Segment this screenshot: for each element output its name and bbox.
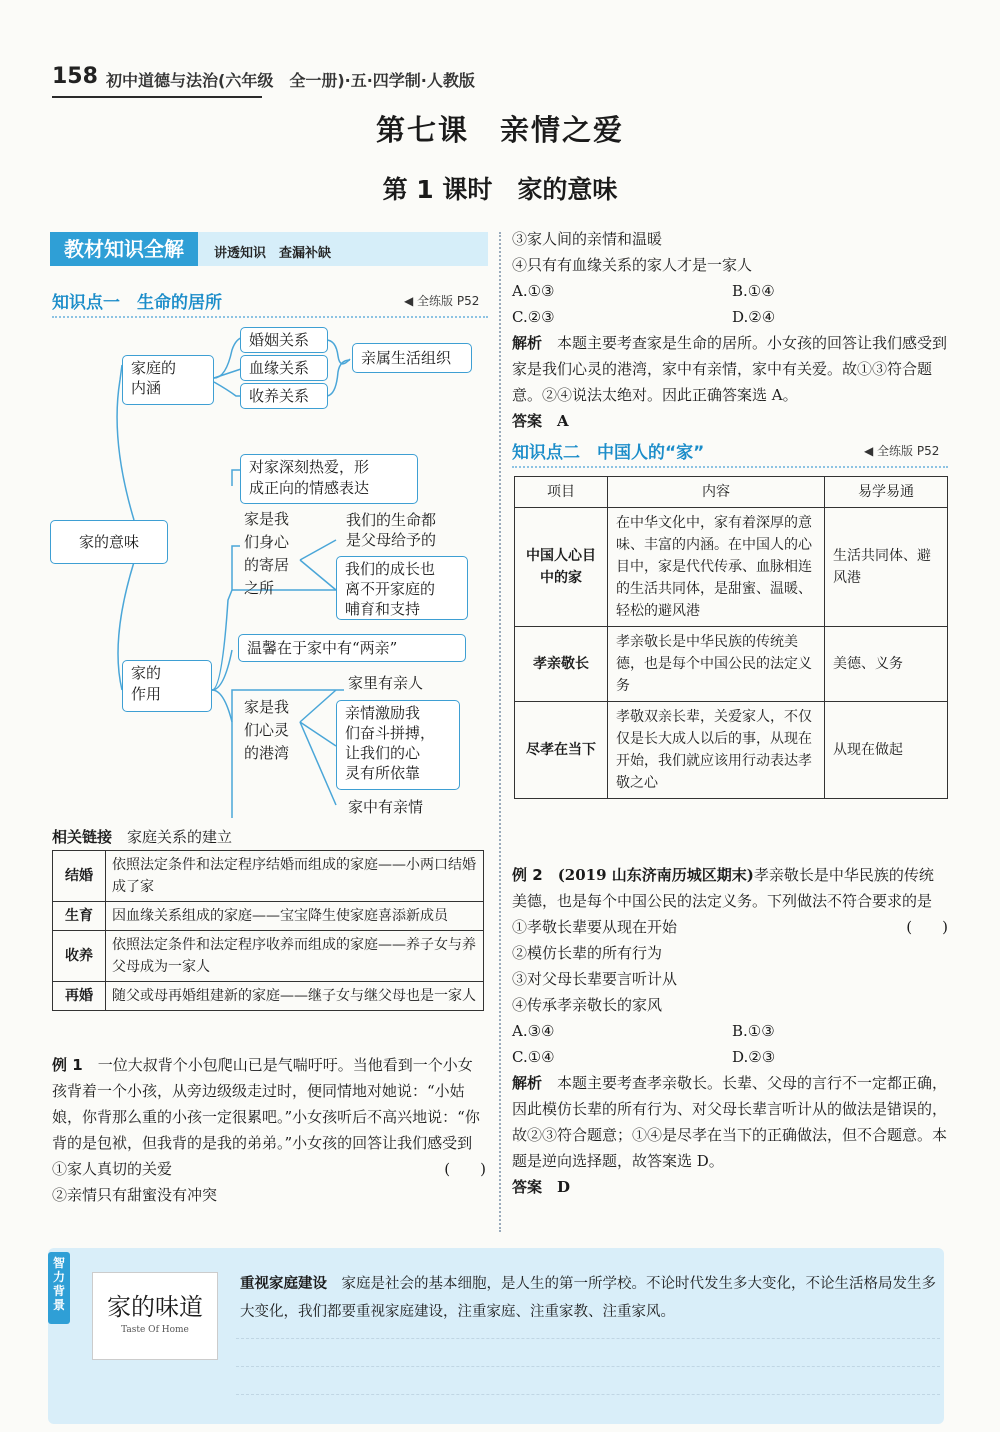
example1-continued xyxy=(512,226,948,434)
table-row xyxy=(53,851,484,902)
table-header-row xyxy=(515,477,948,508)
mindmap-harbor-item-3: 家中有亲情 xyxy=(348,798,424,816)
example1-analysis-label: 解析 xyxy=(512,334,543,352)
kp2-title: 知识点二 中国人的“家” xyxy=(512,443,705,463)
mindmap-harbor: 家是我 们心灵 的港湾 xyxy=(244,698,290,762)
mindmap-refuge-item-1: 我们的生命都 是父母给予的 xyxy=(346,511,437,549)
writing-line xyxy=(236,1338,940,1339)
example2-option: ②模仿长辈的所有行为 xyxy=(512,944,663,962)
related-link-label: 相关链接 xyxy=(52,828,113,846)
table-row xyxy=(53,931,484,982)
kp2-item: 孝亲敬长 xyxy=(515,627,608,702)
mindmap-refuge: 家是我 们身心 的寄居 之所 xyxy=(244,510,290,597)
background-title: 重视家庭建设 xyxy=(240,1276,327,1292)
kp1-title: 知识点一 生命的居所 xyxy=(52,293,222,313)
example2-analysis: 本题主要考查孝亲敬长。长辈、父母的言行不一定都正确，因此模仿长辈的所有行为、对父母长辈言听计从的做法是错误的，故②③符合题意；①④是尽孝在当下的正确做法，但不合题意。本题是逆向选择题，故答案选 D。 xyxy=(512,1074,948,1170)
kp2-ref: ◀ 全练版 P52 xyxy=(864,444,940,458)
mindmap-harbor-item-2: 亲情激励我 们奋斗拼搏， 让我们的心 灵有所依靠 xyxy=(336,700,460,790)
example2-option: ①孝敬长辈要从现在开始 xyxy=(512,918,678,936)
example2-bracket: ( ) xyxy=(906,918,948,936)
example2-choice: B.①③ xyxy=(732,1022,775,1040)
example2-stem: 孝亲敬长是中华民族的传统美德，也是每个中国公民的法定义务。下列做法不符合要求的是 xyxy=(512,866,934,910)
kp2-tip: 生活共同体、避风港 xyxy=(825,508,948,627)
book-title: 初中道德与法治(六年级 全一册)·五·四学制·人教版 xyxy=(106,71,475,90)
example2-analysis-label: 解析 xyxy=(512,1074,543,1092)
mindmap-root: 家的意味 xyxy=(50,520,168,564)
column-divider xyxy=(499,232,501,1232)
relation-value: 依照法定条件和法定程序结婚而组成的家庭——小两口结婚成了家 xyxy=(106,851,484,902)
kp2-content: 在中华文化中，家有着深厚的意味、丰富的内涵。在中国人的心目中，家是代代传承、血脉相连的生活共同体，是甜蜜、温暖、轻松的避风港 xyxy=(608,508,825,627)
example2-label: 例 2 xyxy=(512,866,543,884)
table-row xyxy=(515,508,948,627)
example1-choice: A.①③ xyxy=(512,282,555,300)
mindmap-warm: 温馨在于家中有“两亲” xyxy=(238,634,466,662)
example1-bracket: ( ) xyxy=(444,1160,486,1178)
section-banner-title: 教材知识全解 xyxy=(50,232,198,266)
example2-answer: D xyxy=(557,1178,571,1196)
example1-answer-label: 答案 xyxy=(512,412,543,430)
example2-option: ④传承孝亲敬长的家风 xyxy=(512,996,663,1014)
section-banner-subtitle: 讲透知识 查漏补缺 xyxy=(214,246,332,261)
relation-value: 因血缘关系组成的家庭——宝宝降生使家庭喜添新成员 xyxy=(106,902,484,931)
example2-option: ③对父母长辈要言听计从 xyxy=(512,970,678,988)
example1-stem: 一位大叔背个小包爬山已是气喘吁吁。当他看到一个小女孩背着一个小孩，从旁边级级走过时，便同情地对她说：“小姑娘，你背那么重的小孩一定很累吧。”小女孩听后不高兴地说：“你背的是包袱，但我背的是我的弟弟。”小女孩的回答让我们感受到 xyxy=(52,1056,480,1152)
related-link xyxy=(52,826,232,847)
kp2-content: 孝敬双亲长辈，关爱家人，不仅仅是长大成人以后的事，从现在开始，我们就应该用行动表达孝敬之心 xyxy=(608,702,825,799)
example2 xyxy=(512,862,948,1200)
mindmap-relation-3: 收养关系 xyxy=(240,383,328,409)
relation-key: 收养 xyxy=(53,931,106,982)
example1-label: 例 1 xyxy=(52,1056,83,1074)
kp2-table xyxy=(514,476,948,799)
example1-choice: C.②③ xyxy=(512,308,555,326)
example2-source: (2019 山东济南历城区期末) xyxy=(557,866,754,884)
relation-key: 生育 xyxy=(53,902,106,931)
example1-choices-row xyxy=(512,304,948,330)
background-tab: 智力背景 xyxy=(48,1252,70,1324)
background-text xyxy=(240,1270,940,1326)
table-row xyxy=(53,982,484,1011)
lesson-title: 第七课 亲情之爱 xyxy=(375,113,624,147)
example2-choices-row xyxy=(512,1018,948,1044)
kp2-ref-text: 全练版 P52 xyxy=(877,444,940,458)
example1-analysis: 本题主要考查家是生命的居所。小女孩的回答让我们感受到家是我们心灵的港湾，家中有亲情，家中有关爱。故①③符合题意。②④说法太绝对。因此正确答案选 A。 xyxy=(512,334,948,404)
mindmap-function: 家的 作用 xyxy=(122,660,212,712)
period-title: 第 1 课时 家的意味 xyxy=(382,175,618,204)
example1-option: ②亲情只有甜蜜没有冲突 xyxy=(52,1186,218,1204)
relation-table xyxy=(52,850,484,1011)
example1-choice: B.①④ xyxy=(732,282,775,300)
kp2-item: 中国人心目中的家 xyxy=(515,508,608,627)
example2-choice: D.②③ xyxy=(732,1048,776,1066)
page-number: 158 xyxy=(52,64,98,89)
kp1-ref: ◀ 全练版 P52 xyxy=(404,294,480,308)
table-row xyxy=(515,702,948,799)
mindmap-connotation: 家庭的 内涵 xyxy=(122,355,214,405)
relation-value: 依照法定条件和法定程序收养而组成的家庭——养子女与养父母成为一家人 xyxy=(106,931,484,982)
kp2-underline xyxy=(512,466,948,468)
writing-line xyxy=(236,1394,940,1395)
background-body: 家庭是社会的基本细胞，是人生的第一所学校。不论时代发生多大变化，不论生活格局发生多大变化，我们都要重视家庭建设，注重家庭、注重家教、注重家风。 xyxy=(240,1276,936,1320)
mindmap-relation-1: 婚姻关系 xyxy=(240,327,328,353)
example1-answer: A xyxy=(557,412,569,430)
mindmap-harbor-item-1: 家里有亲人 xyxy=(348,674,424,692)
related-link-title: 家庭关系的建立 xyxy=(127,828,233,846)
example1-option: ①家人真切的关爱 xyxy=(52,1160,173,1178)
writing-line xyxy=(236,1366,940,1367)
table-header: 项目 xyxy=(515,477,608,508)
table-row xyxy=(515,627,948,702)
table-header: 内容 xyxy=(608,477,825,508)
table-header: 易学易通 xyxy=(825,477,948,508)
kp1-ref-text: 全练版 P52 xyxy=(417,294,480,308)
logo-text: 家的味道 xyxy=(107,1293,203,1321)
home-taste-logo xyxy=(92,1272,218,1360)
example2-choice: A.③④ xyxy=(512,1022,555,1040)
mindmap-refuge-item-2: 我们的成长也 离不开家庭的 哺育和支持 xyxy=(336,556,468,620)
mindmap-love-expression: 对家深刻热爱，形 成正向的情感表达 xyxy=(240,454,418,504)
example1-option: ③家人间的亲情和温暖 xyxy=(512,230,663,248)
logo-subtext: Taste Of Home xyxy=(121,1325,189,1335)
example1-choice: D.②④ xyxy=(732,308,776,326)
mindmap-relation-2: 血缘关系 xyxy=(240,355,328,381)
example2-answer-label: 答案 xyxy=(512,1178,543,1196)
kp2-tip: 从现在做起 xyxy=(825,702,948,799)
example2-choice: C.①④ xyxy=(512,1048,555,1066)
kp2-tip: 美德、义务 xyxy=(825,627,948,702)
example1-choices-row xyxy=(512,278,948,304)
example2-choices-row xyxy=(512,1044,948,1070)
mindmap-relations-sum: 亲属生活组织 xyxy=(352,343,472,373)
table-row xyxy=(53,902,484,931)
relation-value: 随父或母再婚组建新的家庭——继子女与继父母也是一家人 xyxy=(106,982,484,1011)
example1 xyxy=(52,1052,486,1208)
relation-key: 结婚 xyxy=(53,851,106,902)
kp2-content: 孝亲敬长是中华民族的传统美德，也是每个中国公民的法定义务 xyxy=(608,627,825,702)
example1-option: ④只有有血缘关系的家人才是一家人 xyxy=(512,256,753,274)
kp2-item: 尽孝在当下 xyxy=(515,702,608,799)
relation-key: 再婚 xyxy=(53,982,106,1011)
